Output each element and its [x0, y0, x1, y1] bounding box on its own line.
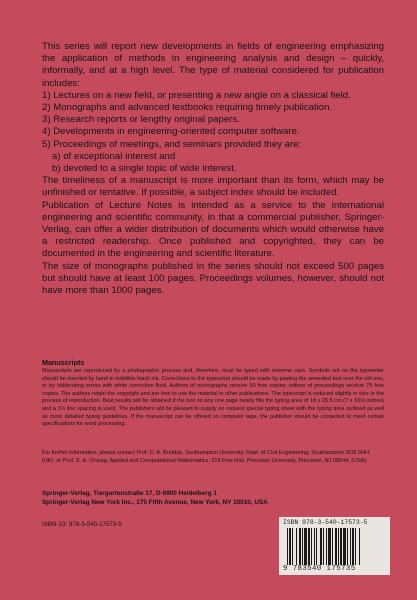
isbn-label: ISBN-13: 978-3-540-17573-5 — [42, 521, 122, 528]
intro-paragraph: This series will report new developments in fields of engineering emphasizing the application of methods in engineering analysis and design – quickly, informally, and at a high level. The type of material considered for publication includes: — [42, 41, 384, 89]
publisher-address-newyork: Springer-Verlag New York Inc., 175 Fifth Avenue, New York, NY 10010, USA — [42, 499, 268, 506]
publication-paragraph: Publication of Lecture Notes is intended as a service to the international engineering and scientific community, in that a commercial publisher, Springer-Verlag, can offer a wider distribution of documents which would otherwise have a restricted readership. Once published and copyrighted, they can be documented in the engineering and scientific literature. — [42, 199, 384, 260]
list-item: 3) Research reports or lengthy original papers. — [42, 114, 240, 126]
sub-list-item: b) devoted to a single topic of wide interest. — [52, 163, 237, 175]
series-description — [42, 41, 384, 297]
list-item: 2) Monographs and advanced textbooks requiring timely publication. — [42, 102, 333, 114]
barcode-bars-icon — [287, 528, 382, 565]
barcode — [279, 517, 390, 575]
publisher-addresses — [42, 489, 384, 507]
barcode-number: 9 783540 175735 — [283, 565, 356, 573]
barcode-isbn-text: ISBN 978-3-540-17573-5 — [283, 519, 368, 526]
publisher-address-heidelberg: Springer-Verlag, Tiergartenstraße 17, D-6900 Heidelberg 1 — [42, 490, 217, 497]
timeliness-paragraph: The timeliness of a manuscript is more important than its form, which may be unfinished or tentative. If possible, a subject index should be included. — [42, 175, 384, 199]
sub-list-item: a) of exceptional interest and — [52, 150, 176, 162]
manuscripts-heading: Manuscripts — [42, 358, 85, 367]
manuscripts-paragraph: Manuscripts are reproduced by a photographic process and, therefore, must be typed with extreme care. Symbols not on the typewriter should be inserted by hand in indelible black ink. Corrections to the typescript should be made by pasting the amended text over the old one, or by obliterating errors with white correction fluid. Authors of monographs receive 50 free copies; editors of proceedings receive 75 free copies. The authors retain the copyright and are free to use the material in other publications. The typescript is reduced slightly in size in the process of reproduction. Best results will be obtained if the text on any one page nearly fills the typing area of 18 x 26.5 cm (7 x 10½ inches) and a 1½ line spacing is used. The publishers will be pleased to supply on request special typing sheet with the typing area outlined as well as more detailed typing guidelines. If the manuscript can be offered on computer tape, the publisher should be contacted to meet certain specifications for word processing. — [42, 368, 384, 428]
list-item: 4) Developments in engineering-oriented computer software. — [42, 126, 300, 138]
list-item: 5) Proceedings of meetings, and seminars provided they are: — [42, 138, 302, 150]
size-paragraph: The size of monographs published in the series should not exceed 500 pages but should have at least 100 pages. Proceedings volumes, however, should not have more than 1000 pages. — [42, 260, 384, 297]
list-item: 1) Lectures on a new field, or presenting a new angle on a classical field. — [42, 89, 351, 101]
contact-paragraph: For further information, please contact Prof. C. A. Brebbia, Southampton University, Dept. of Civil Engineering, Southampton SO9 5NH, (UK), or Prof. S. A. Orszag, Applied and Computational Mathematics, 218 Fine Hall, Princeton University, Princeton, NJ 08544, (USA). — [42, 450, 371, 464]
